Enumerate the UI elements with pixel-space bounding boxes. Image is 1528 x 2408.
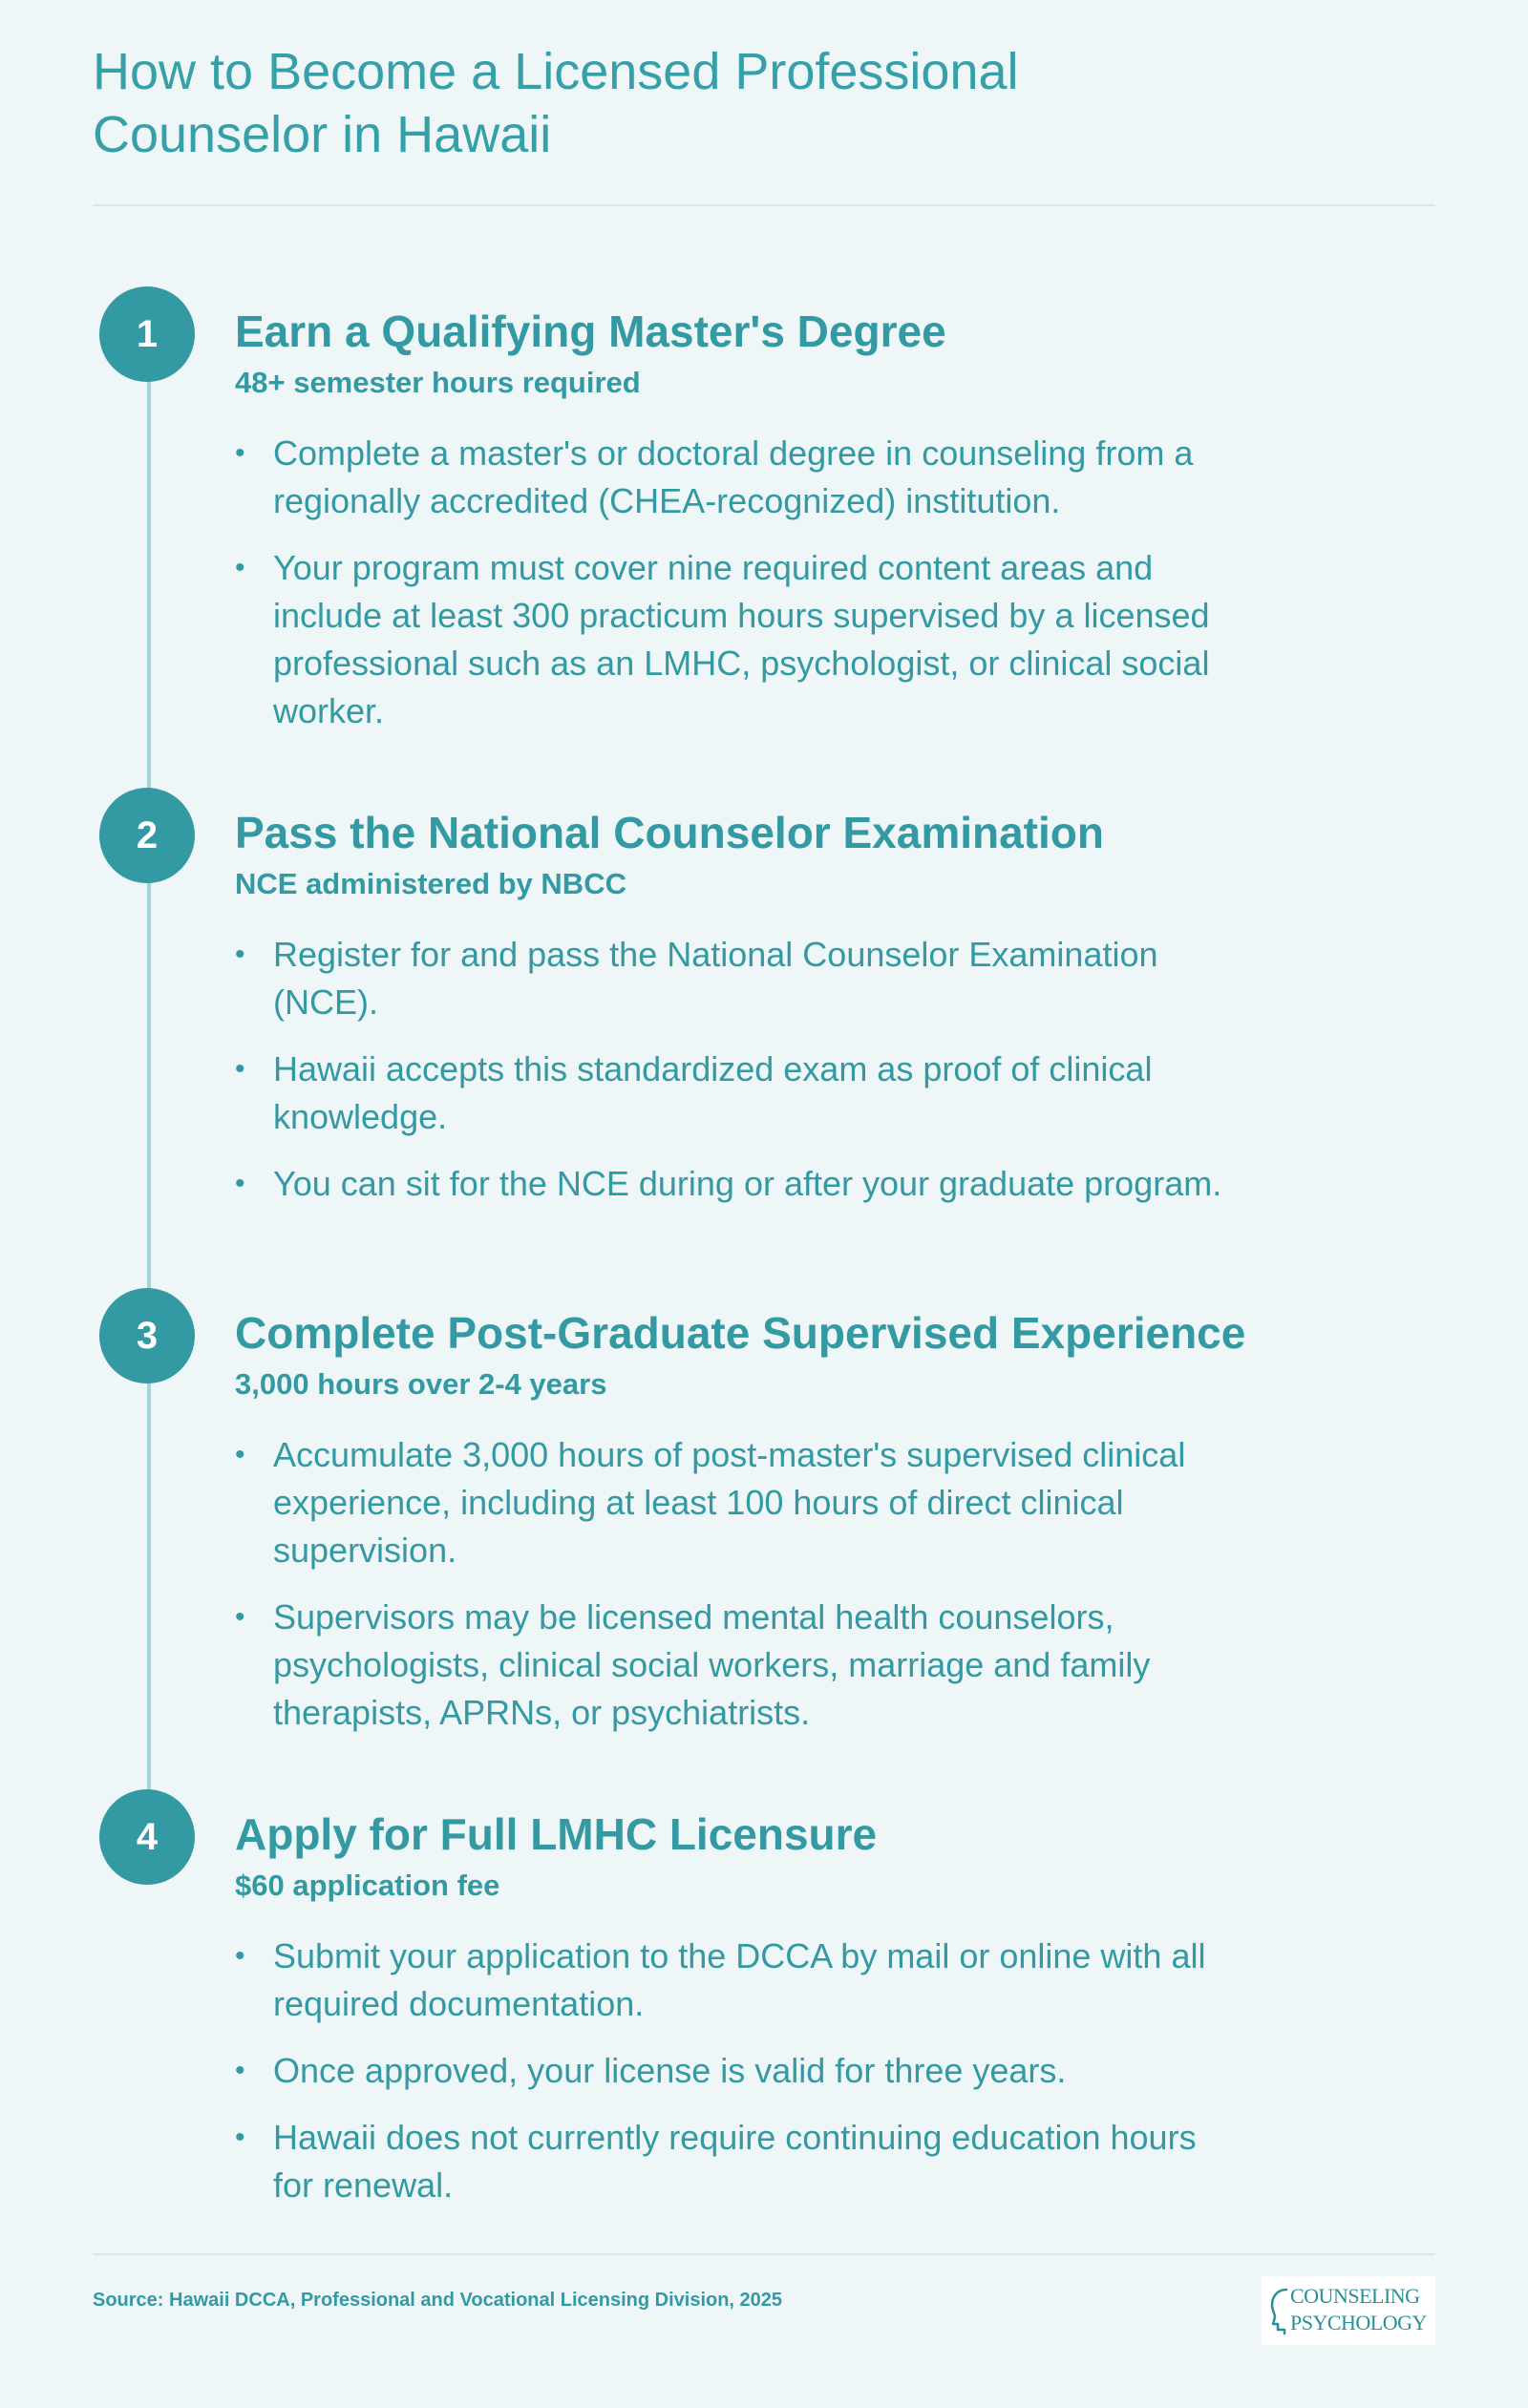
step-number-badge: 3 bbox=[99, 1288, 195, 1384]
bullet-item: • Accumulate 3,000 hours of post-master's supervised clinical experience, including at least 100 hours of direct clinical supervision. bbox=[235, 1431, 1228, 1574]
logo-text-line2: PSYCHOLOGY bbox=[1290, 2311, 1427, 2334]
step-subtitle: NCE administered by NBCC bbox=[235, 867, 626, 900]
head-profile-icon bbox=[1269, 2286, 1290, 2335]
source-citation: Source: Hawaii DCCA, Professional and Vocational Licensing Division, 2025 bbox=[93, 2290, 783, 2311]
timeline-line bbox=[147, 334, 151, 1824]
step-title: Apply for Full LMHC Licensure bbox=[235, 1809, 878, 1859]
bullet-item: • Register for and pass the National Counselor Examination (NCE). bbox=[235, 931, 1228, 1026]
counseling-psychology-logo bbox=[1262, 2276, 1435, 2345]
logo-text-line1: COUNSELING bbox=[1290, 2284, 1420, 2308]
top-divider bbox=[93, 204, 1435, 206]
bottom-divider bbox=[93, 2253, 1435, 2255]
step-number-badge: 4 bbox=[99, 1789, 195, 1885]
step-title: Earn a Qualifying Master's Degree bbox=[235, 306, 946, 356]
page-title: How to Become a Licensed Professional Counselor in Hawaii bbox=[93, 43, 1019, 163]
bullet-item: • Supervisors may be licensed mental health counselors, psychologists, clinical social workers, marriage and family therapists, APRNs, or psychiatrists. bbox=[235, 1594, 1228, 1737]
step-subtitle: $60 application fee bbox=[235, 1869, 500, 1902]
step-subtitle: 3,000 hours over 2-4 years bbox=[235, 1367, 607, 1401]
step-bullet-list bbox=[235, 430, 1228, 754]
step-number-badge: 2 bbox=[99, 788, 195, 883]
bullet-item: • Your program must cover nine required content areas and include at least 300 practicum hours supervised by a licensed professional such as an LMHC, psychologist, or clinical social worker. bbox=[235, 544, 1228, 735]
step-number-badge: 1 bbox=[99, 286, 195, 382]
bullet-item: • Complete a master's or doctoral degree in counseling from a regionally accredited (CHEA-recognized) institution. bbox=[235, 430, 1228, 525]
bullet-item: • Hawaii accepts this standardized exam as proof of clinical knowledge. bbox=[235, 1046, 1228, 1141]
step-bullet-list bbox=[235, 931, 1228, 1227]
bullet-item: • Hawaii does not currently require continuing education hours for renewal. bbox=[235, 2114, 1228, 2209]
step-bullet-list bbox=[235, 1431, 1228, 1756]
bullet-item: • You can sit for the NCE during or after your graduate program. bbox=[235, 1160, 1228, 1208]
step-bullet-list bbox=[235, 1933, 1228, 2228]
step-subtitle: 48+ semester hours required bbox=[235, 366, 641, 399]
step-title: Complete Post-Graduate Supervised Experience bbox=[235, 1308, 1246, 1358]
bullet-item: • Submit your application to the DCCA by mail or online with all required documentation. bbox=[235, 1933, 1228, 2028]
step-title: Pass the National Counselor Examination bbox=[235, 808, 1104, 857]
bullet-item: • Once approved, your license is valid for three years. bbox=[235, 2047, 1228, 2095]
